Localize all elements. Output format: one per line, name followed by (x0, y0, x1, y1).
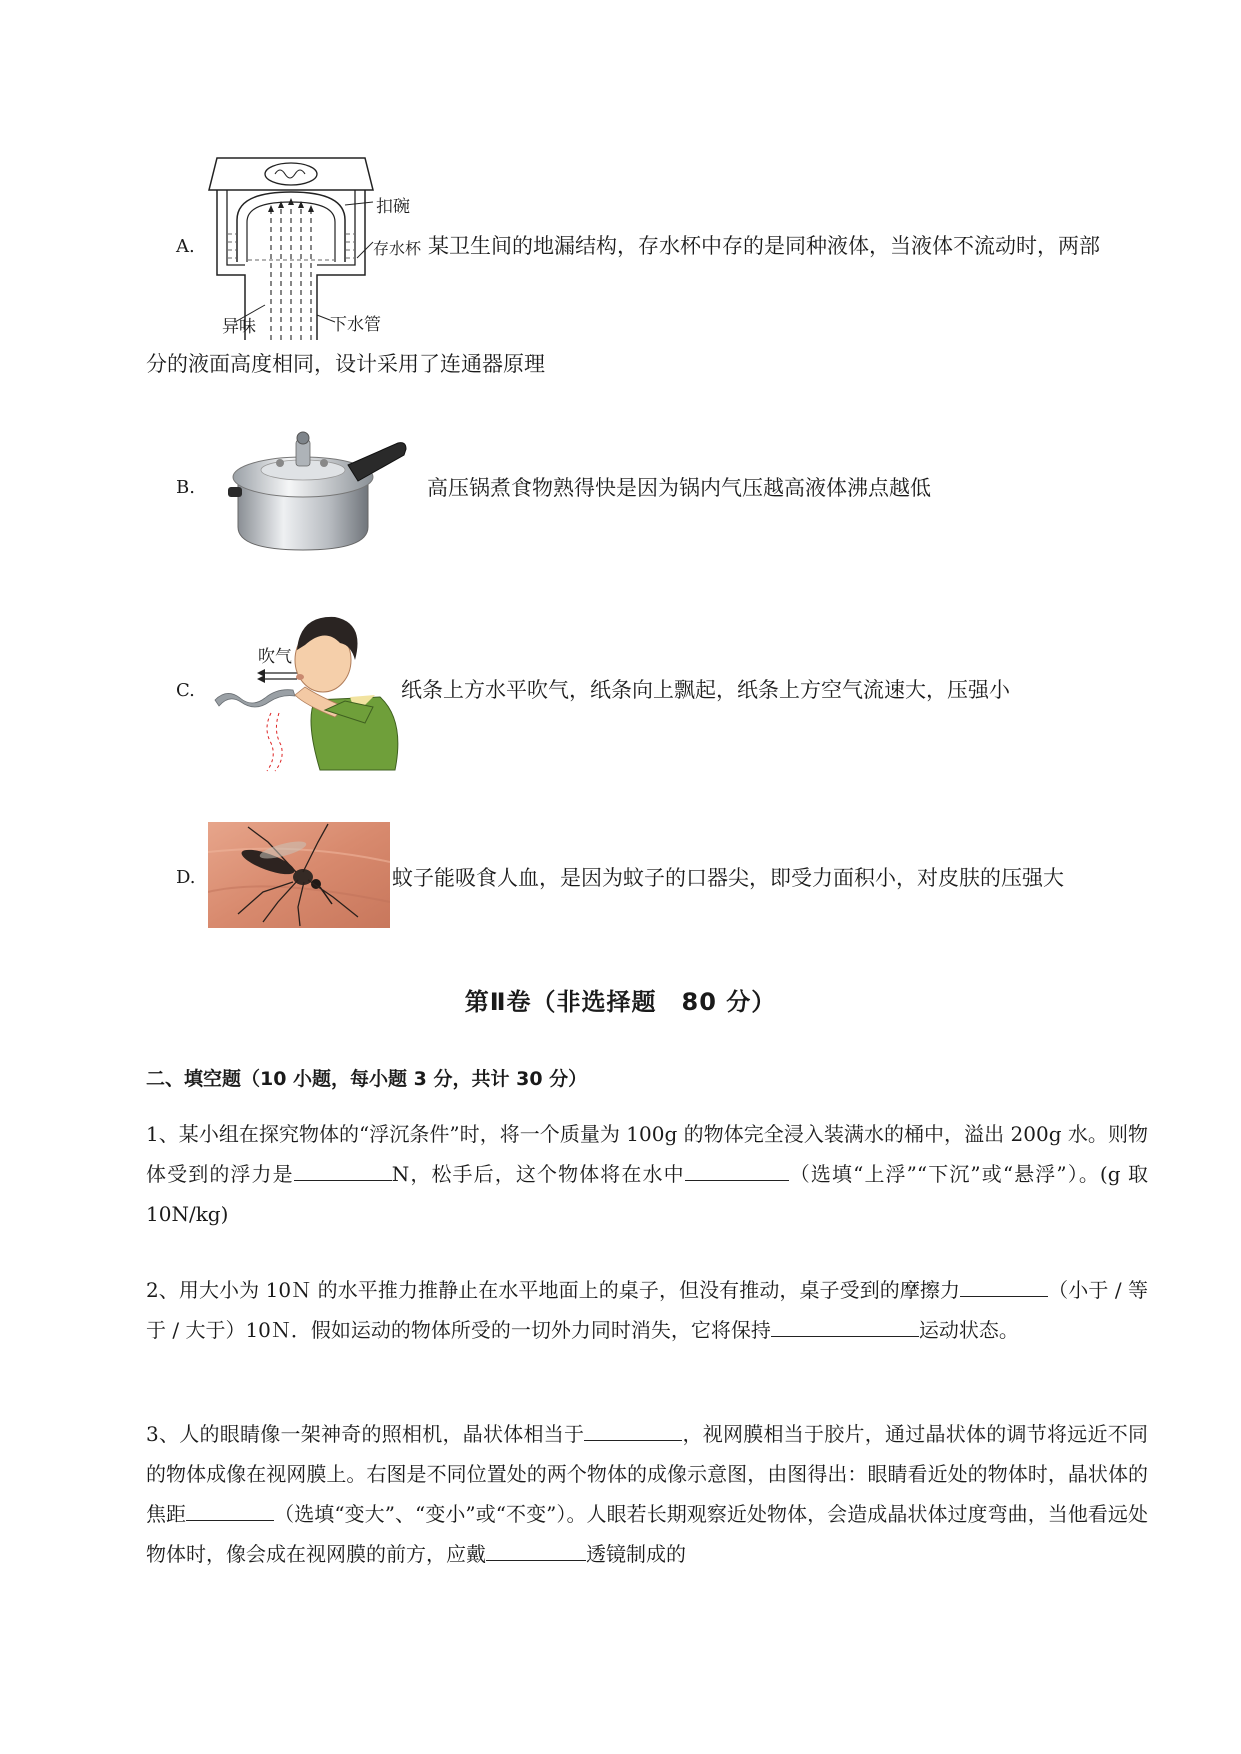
label-water-cup: 存水杯 (373, 239, 422, 258)
option-d-text: 蚊子能吸食人血，是因为蚊子的口器尖，即受力面积小，对皮肤的压强大 (392, 866, 1064, 890)
q1-blank-2[interactable] (685, 1160, 789, 1181)
q3-blank-2[interactable] (186, 1500, 274, 1521)
q2-blank-1[interactable] (960, 1276, 1048, 1297)
q1-text-b: N，松手后，这个物体将在水中 (391, 1162, 685, 1186)
q1-text-a: 1、某小组在探究物体的“浮沉条件”时，将一个质量为 100g 的物体完全浸入装满水的桶中，溢出 200g 水。则物体受到的浮力是 (146, 1122, 1148, 1186)
option-c-text: 纸条上方水平吹气，纸条向上飘起，纸条上方空气流速大，压强小 (401, 678, 1010, 702)
label-blow: 吹气 (258, 647, 292, 667)
label-cover-bowl: 扣碗 (376, 197, 410, 217)
section-title: 第Ⅱ卷（非选择题 80 分） (464, 988, 777, 1016)
q2-text-b: （小于 / 等于 / 大于）10Ｎ．假如运动的物体所受的一切外力同时消失，它将保持 (146, 1278, 1149, 1342)
q3-text-a: 3、人的眼睛像一架神奇的照相机，晶状体相当于 (146, 1422, 585, 1446)
part-heading: 二、填空题（10 小题，每小题 3 分，共计 30 分） (146, 1068, 588, 1090)
q3-text-c: （选填“变大”、“变小”或“不变”）。人眼若长期观察近处物体，会造成晶状体过度弯曲，当他看远处物体时，像会成在视网膜的前方，应戴 (146, 1502, 1148, 1566)
q1-text-c: （选填“上浮”“下沉”或“悬浮”）。(g 取 10N/kg) (146, 1162, 1149, 1226)
question-2 (146, 1270, 1148, 1350)
q3-blank-3[interactable] (486, 1540, 586, 1561)
q3-text-d: 透镜制成的 (586, 1542, 686, 1566)
question-3 (146, 1414, 1148, 1574)
option-a-text-line1: 某卫生间的地漏结构，存水杯中存的是同种液体，当液体不流动时，两部 (428, 234, 1100, 258)
option-c-letter: C. (176, 680, 195, 701)
pressure-cooker-image (228, 415, 408, 555)
q3-blank-1[interactable] (584, 1420, 682, 1441)
label-drain-pipe: 下水管 (330, 315, 381, 335)
option-a-text-line2: 分的液面高度相同，设计采用了连通器原理 (146, 352, 545, 376)
label-odor: 异味 (222, 317, 256, 337)
option-b-text: 高压锅煮食物熟得快是因为锅内气压越高液体沸点越低 (427, 476, 931, 500)
q2-blank-2[interactable] (771, 1316, 919, 1337)
mosquito-on-skin-image (208, 822, 390, 928)
question-1 (146, 1114, 1148, 1234)
option-d-letter: D. (176, 867, 196, 888)
q2-text-a: 2、用大小为 10Ｎ 的水平推力推静止在水平地面上的桌子，但没有推动，桌子受到的摩擦力 (146, 1278, 961, 1302)
boy-blowing-paper-image (205, 605, 405, 775)
option-a-letter: A. (176, 236, 195, 257)
q1-blank-1[interactable] (294, 1160, 392, 1181)
q3-text-b: ，视网膜相当于胶片，通过晶状体的调节将远近不同的物体成像在视网膜上。右图是不同位置处的两个物体的成像示意图，由图得出：眼睛看近处的物体时，晶状体的焦距 (146, 1422, 1148, 1526)
q2-text-c: 运动状态。 (918, 1318, 1019, 1342)
option-b-letter: B. (176, 477, 195, 498)
